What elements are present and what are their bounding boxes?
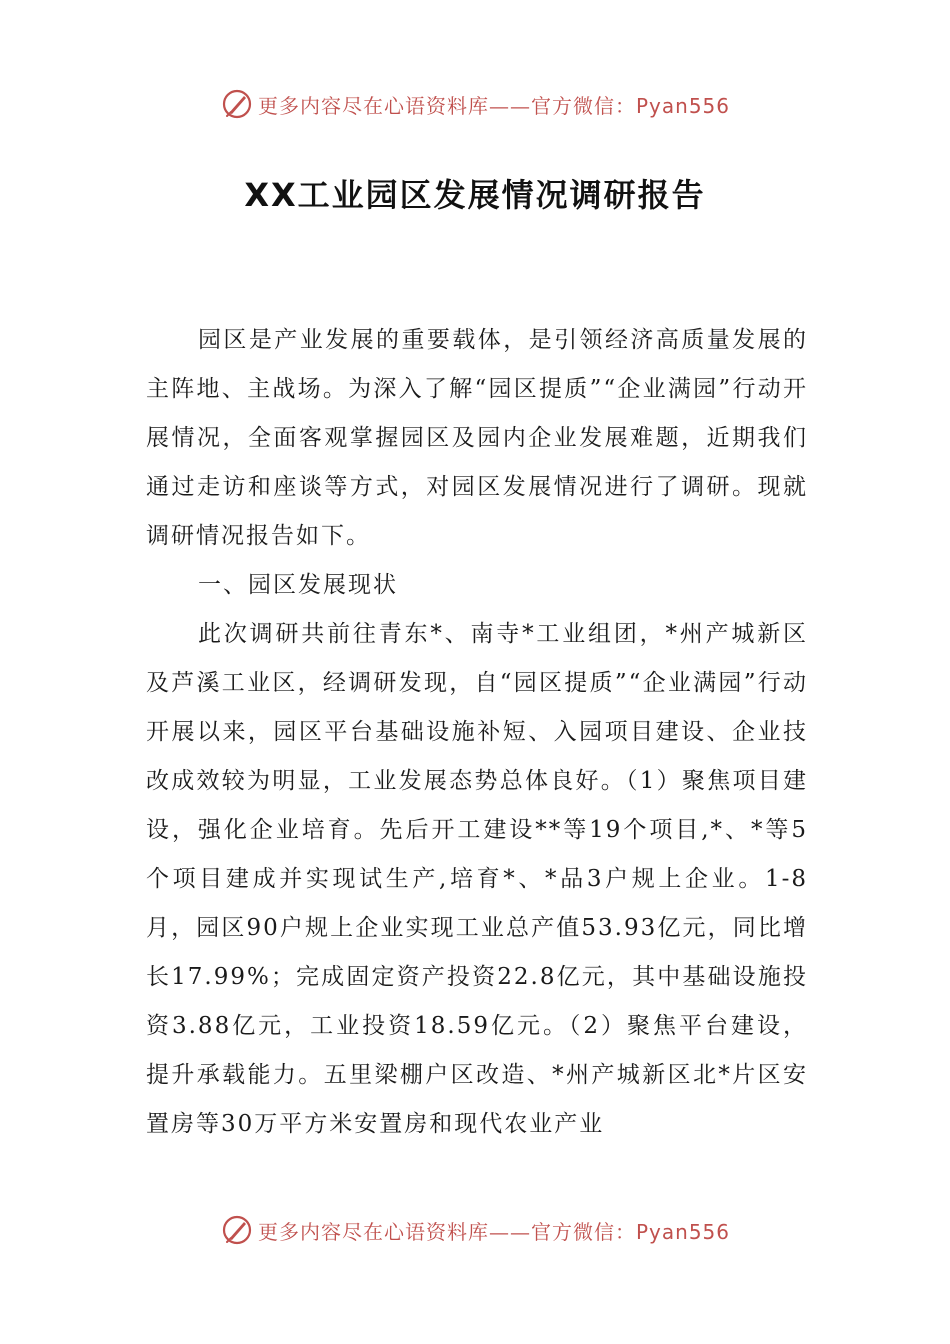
- document-body: [146, 316, 808, 1149]
- intro-paragraph: 园区是产业发展的重要载体，是引领经济高质量发展的主阵地、主战场。为深入了解“园区提质”“企业满园”行动开展情况，全面客观掌握园区及园内企业发展难题，近期我们通过走访和座谈等方式，对园区发展情况进行了调研。现就调研情况报告如下。: [146, 327, 808, 549]
- banner-text: 更多内容尽在心语资料库——官方微信：Pyan556: [257, 93, 730, 118]
- section-heading: 一、园区发展现状: [198, 572, 398, 598]
- footer-watermark-banner: [0, 1210, 950, 1250]
- quill-logo-icon: [220, 1213, 254, 1247]
- quill-logo-icon: [220, 87, 254, 121]
- header-watermark-banner: [0, 84, 950, 124]
- document-title: XX工业园区发展情况调研报告: [244, 176, 706, 214]
- banner-text: 更多内容尽在心语资料库——官方微信：Pyan556: [257, 1219, 730, 1244]
- body-paragraph: 此次调研共前往青东*、南寺*工业组团，*州产城新区及芦溪工业区，经调研发现，自“园区提质”“企业满园”行动开展以来，园区平台基础设施补短、入园项目建设、企业技改成效较为明显，工业发展态势总体良好。（1）聚焦项目建设，强化企业培育。先后开工建设**等19个项目,*、*等5个项目建成并实现试生产,培育*、*品3户规上企业。1-8月，园区90户规上企业实现工业总产值53.93亿元，同比增长17.99%；完成固定资产投资22.8亿元，其中基础设施投资3.88亿元，工业投资18.59亿元。（2）聚焦平台建设，提升承载能力。五里梁棚户区改造、*州产城新区北*片区安置房等30万平方米安置房和现代农业产业: [146, 621, 808, 1137]
